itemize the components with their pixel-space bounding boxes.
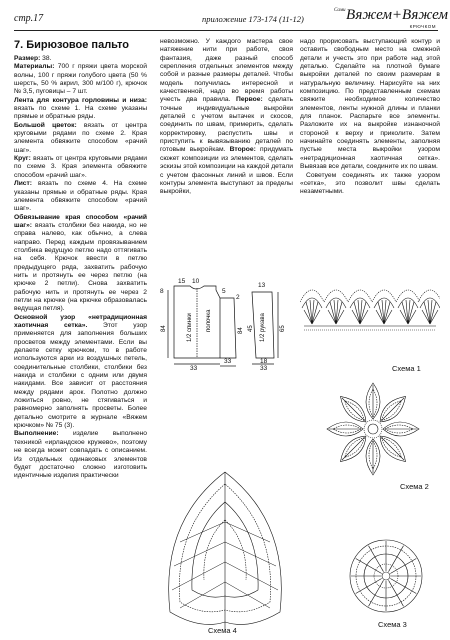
lenta-label: Лента для контура горловины и низа:: [14, 96, 147, 104]
dim-18: 18: [260, 358, 268, 365]
col3-para: надо прорисовать выступающий контур и оставить свободным место на смежной детали и учесть это при работе над этой деталью. Сделайте на плотной бумаге выкройки деталей по своим размерам в натуральную величину. Нарисуйте на них композицию. По представленным схемам свяжите необходимое количество элементов, ленты нужной длины и планки для планок. Распарьте все элементы. Разложите их на выкройке изнаночной стороной к верху и приколите. Затем начинайте соединять элементы, заполняя пустые места выкройки узором «нетрадиционная хаотичная сетка». Вывязав все детали, соедините их по швам.: [300, 38, 440, 171]
pattern-para: [14, 314, 147, 431]
pattern-schematic: [160, 278, 300, 372]
dim-5: 5: [222, 288, 226, 295]
second-rule-text: придумать сюжет композиции из элементов, сделать эскизы этой композиции на каждой детали с учетом фасонных линий и швов. Если контуры элемента выступают за пределы выкройки,: [160, 146, 293, 196]
scheme-3-figure: [346, 536, 426, 616]
dim-15: 15: [178, 278, 186, 285]
leaf-text: вязать по схеме 4. На схеме указаны прямые и обратные ряды. Края элемента обвяжите способом «рачий шаг».: [14, 180, 147, 213]
dim-2: 2: [236, 294, 240, 301]
materials-para: [14, 63, 147, 96]
size-value: 38.: [40, 55, 52, 62]
front-label: полочка: [206, 309, 212, 332]
scheme-2-label: Схема 2: [400, 482, 429, 491]
logo-subtitle: КРЮЧКОМ: [409, 24, 436, 29]
big-flower-para: [14, 122, 147, 155]
text-column-3: [300, 38, 440, 197]
text-column-1: [14, 38, 147, 481]
work-text: изделие выполнено техникой «ирландское кружево», поэтому не всегда может совпадать с описанием. Из отдельных одинаковых элементов будет достаточно сложно изготовить идентичные изделия практически: [14, 430, 147, 480]
big-flower-label: Большой цветок:: [14, 121, 77, 129]
scheme-3-label: Схема 3: [378, 620, 407, 629]
page-number: стр.17: [14, 13, 44, 24]
back-label: 1/2 спинки: [187, 313, 193, 342]
work-label: Выполнение:: [14, 430, 59, 438]
dim-13: 13: [258, 282, 266, 289]
dim-65: 65: [280, 325, 286, 332]
pattern-text: Этот узор применяется для заполнения больших просветов между элементами. Если вы делаете сетку крючком, то в работе используются арки из воздушных петель, соединительные столбики, столбики без накида и столбики с одним или двумя накидами. Все зависит от расстояния между рядами арок. Полотно должно ложиться ровно, не стягиваться и равномерно заполнять просветы. Более детально смотрите в журнале «Вяжем крючком» № 75 (3).: [14, 322, 148, 430]
edge-label: Обвязывание края способом «рачий шаг»:: [14, 213, 147, 229]
circle-text: вязать от центра круговыми рядами по схеме 3. Края элемента обвяжите способом «рачий шаг».: [14, 155, 147, 179]
dim-45: 45: [248, 325, 254, 332]
scheme-3-drawing: [346, 536, 426, 616]
logo-title: Вяжем+Вяжем: [346, 7, 448, 23]
logo-prefix: Сами: [334, 8, 346, 13]
circle-label: Круг:: [14, 155, 31, 163]
edge-text: вязать столбики без накида, но не справа налево, как обычно, а слева направо. Перед каждым провязыванием столбика ведущую петлю надо оттягивать на себя. Крючок ввести в петлю предыдущего ряда, захватить рабочую нить и протянуть ее через петлю (на крючке 2 петли). Снова захватить рабочую нить и протянуть ее через 2 петли на крючке (на крючке образовалась ведущая петля).: [14, 221, 147, 313]
dim-33-front: 33: [224, 358, 232, 365]
dim-8: 8: [160, 288, 164, 295]
supplement-issue: приложение 173-174 (11-12): [202, 14, 304, 24]
dim-84-left: 84: [161, 325, 167, 332]
lenta-text: вязать по схеме 1. На схеме указаны прямые и обратные ряды.: [14, 105, 147, 121]
col2-text-a: невозможно. У каждого мастера свое натяжение нити при работе, своя фантазия, даже разный способ скрепления отдельных элементов между собой и разные размеры деталей. Чтобы модель получилась интересной и качественной, надо во время работы учесть два правила.: [160, 38, 293, 104]
edge-para: [14, 214, 147, 314]
scheme-4-label: Схема 4: [208, 626, 237, 635]
dim-84-mid: 84: [238, 327, 244, 334]
pattern-label: Основной узор «нетрадиционная хаотичная сетка».: [14, 313, 147, 329]
text-column-2: [160, 38, 293, 197]
article-title: 7. Бирюзовое пальто: [14, 39, 129, 51]
scheme-1-label: Схема 1: [392, 364, 421, 373]
leaf-para: [14, 180, 147, 213]
circle-para: [14, 155, 147, 180]
magazine-logo: [334, 6, 448, 32]
second-rule-label: Второе:: [225, 146, 256, 154]
materials-text: 700 г пряжи цвета морской волны, 100 г пряжи голубого цвета (50 % шерсть, 50 % акрил, 300 м/100 г), крючок № 3,5, пуговицы – 7 шт.: [14, 63, 147, 96]
scheme-2-drawing: [318, 374, 428, 484]
scheme-2-figure: [318, 374, 428, 484]
work-para: [14, 430, 147, 480]
scheme-1-drawing: [300, 268, 440, 368]
col2-para: [160, 38, 293, 197]
first-rule-label: Первое:: [230, 96, 263, 104]
page-header: [14, 7, 448, 31]
size-label: Размер:: [14, 55, 41, 62]
dim-33-sleeve: 33: [260, 365, 268, 372]
scheme-4-figure: [150, 462, 300, 632]
leaf-label: Лист:: [14, 180, 33, 188]
materials-label: Материалы:: [14, 63, 55, 71]
scheme-1-figure: [300, 268, 440, 368]
col3-advice: Советуем соединять их также узором «сетка», это позволит швы сделать незаметными.: [300, 171, 440, 196]
sleeve-label: 1/2 рукава: [260, 313, 266, 342]
lenta-para: [14, 97, 147, 122]
dim-10: 10: [192, 278, 200, 285]
scheme-4-drawing: [150, 462, 300, 632]
big-flower-text: вязать от центра круговыми рядами по схеме 2. Края элемента обвяжите способом «рачий шаг».: [14, 121, 147, 154]
first-rule-text: сделать точные индивидуальные выкройки деталей с учетом вытачек и скосов, соединить по швам, примерить, сделать корректировку, распустить швы и приступить к вывязыванию деталей по готовым выкройкам.: [160, 96, 293, 154]
dim-33-bottom: 33: [190, 365, 198, 372]
